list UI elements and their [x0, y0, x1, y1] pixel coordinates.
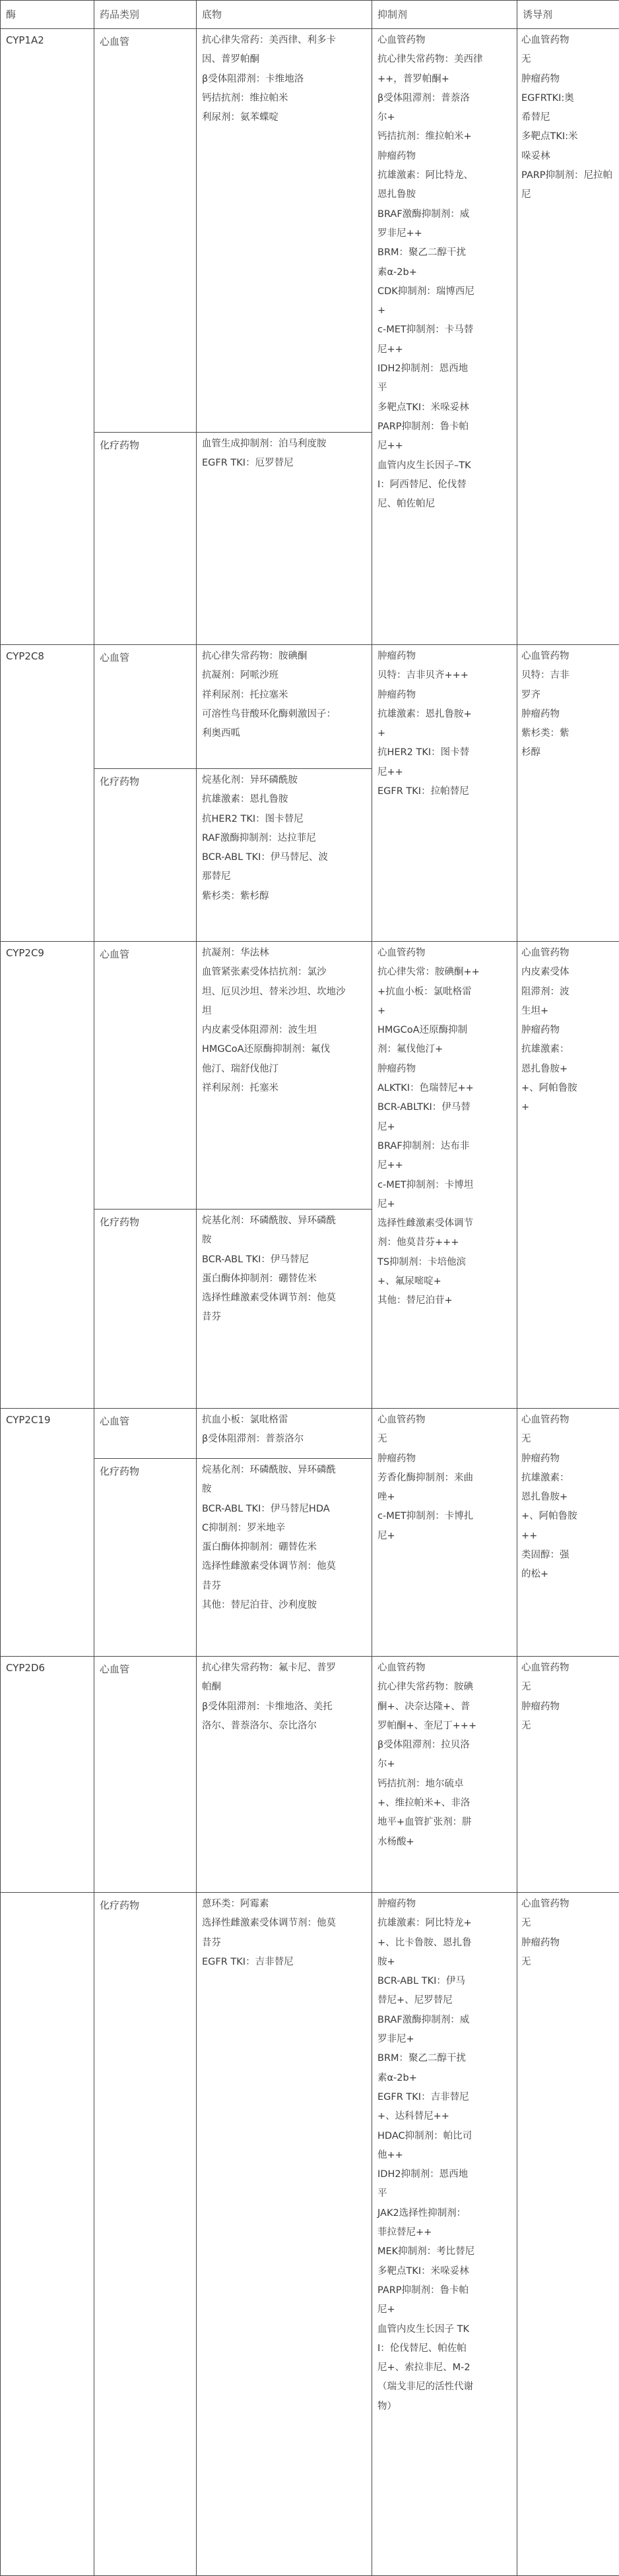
cell-line: 恩扎鲁胺+ [521, 1488, 615, 1507]
cell-line: 抗心律失常药：美西律、利多卡 [202, 31, 366, 50]
cell-line: 尼、帕佐帕尼 [377, 495, 511, 514]
cell-line: 水杨酸+ [377, 1833, 511, 1852]
cell-line: 昔芬 [202, 1934, 366, 1953]
cell-line: EGFRTKI:奥 [521, 89, 615, 108]
header-substrate: 底物 [197, 1, 372, 29]
cell-line: 昔芬 [202, 1308, 366, 1327]
cell-line: 素α-2b+ [377, 263, 511, 282]
category-cell: 化疗药物 [94, 1459, 197, 1657]
cell-line: 肿瘤药物 [377, 147, 511, 166]
cell-line: 抗HER2 TKI：图卡替 [377, 743, 511, 762]
cell-line: 抗心律失常药物：美西律 [377, 50, 511, 69]
cell-line: 尼++ [377, 1156, 511, 1175]
cell-line: BRM：聚乙二醇干扰 [377, 243, 511, 262]
category-cell: 心血管 [94, 942, 197, 1210]
cell-line: 唑+ [377, 1488, 511, 1507]
cell-line: 血管紧张素受体拮抗剂：氯沙 [202, 963, 366, 982]
cell-line: 烷基化剂：环磷酰胺、异环磷酰 [202, 1461, 366, 1480]
cell-line: 肿瘤药物 [521, 705, 615, 724]
cell-line: BRAF激酶抑制剂：威 [377, 205, 511, 224]
cell-line: 那替尼 [202, 867, 366, 886]
cell-line: + [377, 724, 511, 743]
cell-line: 肿瘤药物 [521, 1934, 615, 1953]
inhibitor-cell [372, 29, 517, 645]
cell-line: 尼+ [377, 2300, 511, 2319]
cell-line: 坦、厄贝沙坦、替米沙坦、坎地沙 [202, 983, 366, 1002]
cell-line: 他++ [377, 2146, 511, 2165]
cell-line: C抑制剂：罗米地辛 [202, 1519, 366, 1538]
cell-line: 他汀、瑞舒伐他汀 [202, 1060, 366, 1079]
cell-line: PARP抑制剂：鲁卡帕 [377, 2281, 511, 2300]
cell-line: 抗雄激素：恩扎鲁胺 [202, 790, 366, 809]
cell-line: 肿瘤药物 [521, 1021, 615, 1040]
cell-line: 恩扎鲁胺 [377, 185, 511, 204]
cell-line: 祥利尿剂：托塞米 [202, 1079, 366, 1098]
cell-line: 胺+ [377, 1953, 511, 1972]
category-cell: 化疗药物 [94, 1893, 197, 2576]
inducer-cell [517, 29, 619, 645]
cell-line: 尼++ [377, 763, 511, 782]
cell-line: 心血管药物 [521, 944, 615, 963]
cell-line: BCR-ABL TKI：伊马 [377, 1972, 511, 1991]
inhibitor-cell [372, 1657, 517, 1893]
category-cell: 化疗药物 [94, 769, 197, 942]
cell-line: 尼 [521, 185, 615, 204]
cell-line: 血管内皮生长因子 TK [377, 2320, 511, 2339]
cell-line: 昔芬 [202, 1577, 366, 1596]
cell-line: 替尼+、尼罗替尼 [377, 1991, 511, 2010]
inducer-cell [517, 1657, 619, 1893]
substrate-cell [197, 1210, 372, 1409]
cell-line: 选择性雌激素受体调节剂：他莫 [202, 1914, 366, 1933]
cell-line: +、阿帕鲁胺 [521, 1079, 615, 1098]
cell-line: β受体阻滞剂：普萘洛尔 [202, 1430, 366, 1449]
cell-line: EGFR TKI：厄罗替尼 [202, 454, 366, 473]
cell-line: 抗HER2 TKI：图卡替尼 [202, 810, 366, 829]
cell-line: 罗非尼+ [377, 2030, 511, 2049]
cell-line: 心血管药物 [377, 944, 511, 963]
substrate-cell [197, 1409, 372, 1459]
category-cell: 化疗药物 [94, 1210, 197, 1409]
cell-line: c-MET抑制剂：卡博扎 [377, 1507, 511, 1526]
cell-line: 肿瘤药物 [377, 1450, 511, 1469]
inducer-cell [517, 1409, 619, 1657]
enzyme-cell: CYP2D6 [1, 1657, 94, 1893]
cell-line: + [377, 1002, 511, 1021]
cell-line: 其他：替尼泊苷+ [377, 1291, 511, 1310]
cell-line: 尼+ [377, 1195, 511, 1214]
cell-line: +、阿帕鲁胺 [521, 1507, 615, 1526]
cell-line: 酮+、决奈达隆+、普 [377, 1698, 511, 1717]
header-inducer: 诱导剂 [517, 1, 619, 29]
inhibitor-cell [372, 645, 517, 942]
cell-line: PARP抑制剂：鲁卡帕 [377, 417, 511, 437]
cell-line: 罗齐 [521, 686, 615, 705]
cell-line: c-MET抑制剂：卡马替 [377, 321, 511, 340]
cell-line: 烷基化剂：环磷酰胺、异环磷酰 [202, 1211, 366, 1231]
category-cell: 心血管 [94, 29, 197, 433]
cell-line: ALKTKI：色瑞替尼++ [377, 1079, 511, 1098]
cell-line: 坦 [202, 1002, 366, 1021]
cell-line: 心血管药物 [521, 647, 615, 666]
cell-line: β受体阻滞剂：卡维地洛、美托 [202, 1698, 366, 1717]
table-row [1, 1409, 619, 1459]
cell-line: 血管内皮生长因子–TK [377, 456, 511, 475]
cell-line: 抗心律失常药物：氟卡尼、普罗 [202, 1659, 366, 1678]
cell-line: ++，普罗帕酮+ [377, 70, 511, 89]
cell-line: 利尿剂：氨苯蝶啶 [202, 108, 366, 127]
cell-line: 多靶点TKI：米哚妥林 [377, 398, 511, 417]
cell-line: 钙拮抗剂：维拉帕米+ [377, 127, 511, 146]
cell-line: β受体阻滞剂：普萘洛 [377, 89, 511, 108]
cell-line: 利奥西呱 [202, 724, 366, 743]
category-cell: 心血管 [94, 1409, 197, 1459]
cell-line: 洛尔、普萘洛尔、奈比洛尔 [202, 1717, 366, 1736]
cell-line: 抗凝剂：华法林 [202, 944, 366, 963]
cell-line: 尼++ [377, 437, 511, 456]
cell-line: 尼+ [377, 1118, 511, 1137]
header-drug-category: 药品类别 [94, 1, 197, 29]
cell-line: 抗心律失常药物：胺碘酮 [202, 647, 366, 666]
cell-line: β受体阻滞剂：卡维地洛 [202, 70, 366, 89]
cell-line: 地平+血管扩张剂：肼 [377, 1813, 511, 1832]
cell-line: 抗雄激素：恩扎鲁胺+ [377, 705, 511, 724]
cell-line: 贝特：吉非 [521, 666, 615, 685]
cell-line: EGFR TKI：吉非替尼 [202, 1953, 366, 1972]
cell-line: 心血管药物 [521, 1659, 615, 1678]
cell-line: CDK抑制剂：瑞博西尼 [377, 282, 511, 301]
cell-line: 胺 [202, 1231, 366, 1250]
cell-line: HMGCoA还原酶抑制 [377, 1021, 511, 1040]
cell-line: BRAF激酶抑制剂：威 [377, 2011, 511, 2030]
cell-line: 无 [521, 50, 615, 69]
cell-line: 菲拉替尼++ [377, 2223, 511, 2242]
cell-line: 抗心律失常：胺碘酮++ [377, 963, 511, 982]
cell-line: 类固醇：强 [521, 1546, 615, 1565]
cell-line: 抗血小板：氯吡格雷 [202, 1411, 366, 1430]
substrate-cell [197, 1459, 372, 1657]
cell-line: I：伦伐替尼、帕佐帕 [377, 2339, 511, 2358]
cell-line: 心血管药物 [521, 1895, 615, 1914]
cell-line: 贝特：吉非贝齐+++ [377, 666, 511, 685]
cell-line: 心血管药物 [521, 1411, 615, 1430]
cell-line: ++ [521, 1527, 615, 1546]
category-cell: 心血管 [94, 645, 197, 769]
inhibitor-cell [372, 1409, 517, 1657]
cell-line: c-MET抑制剂：卡博坦 [377, 1176, 511, 1195]
cell-line: 平 [377, 379, 511, 398]
cell-line: 帕酮 [202, 1678, 366, 1697]
cell-line: 内皮素受体阻滞剂：波生坦 [202, 1021, 366, 1040]
cell-line: 烷基化剂：异环磷酰胺 [202, 771, 366, 790]
cell-line: 尔+ [377, 1755, 511, 1774]
cell-line: IDH2抑制剂：恩西地 [377, 359, 511, 379]
cell-line: 祥利尿剂：托拉塞米 [202, 686, 366, 705]
cell-line: 选择性雌激素受体调节剂：他莫 [202, 1289, 366, 1308]
cell-line: 抗心律失常药物：胺碘 [377, 1678, 511, 1697]
cell-line: +、比卡鲁胺、恩扎鲁 [377, 1934, 511, 1953]
cell-line: 蛋白酶体抑制剂：硼替佐米 [202, 1538, 366, 1557]
cell-line: 平 [377, 2184, 511, 2203]
cell-line: 心血管药物 [521, 31, 615, 50]
cell-line: 罗帕酮+、奎尼丁+++ [377, 1717, 511, 1736]
cell-line: TS抑制剂：卡培他滨 [377, 1253, 511, 1272]
cell-line: BCR-ABL TKI：伊马替尼 [202, 1250, 366, 1270]
cell-line: 血管生成抑制剂：泊马利度胺 [202, 435, 366, 454]
cell-line: 无 [521, 1953, 615, 1972]
cell-line: 可溶性鸟苷酸环化酶刺激因子： [202, 705, 366, 724]
cell-line: BRAF抑制剂：达布非 [377, 1137, 511, 1156]
cell-line: 蒽环类：阿霉素 [202, 1895, 366, 1914]
cell-line: 抗雄激素： [521, 1040, 615, 1059]
table-row [1, 942, 619, 1210]
cell-line: +、氟尿嘧啶+ [377, 1272, 511, 1291]
inducer-cell [517, 1893, 619, 2576]
cell-line: 无 [377, 1430, 511, 1449]
cell-line: 尔+ [377, 108, 511, 127]
cell-line: BRM：聚乙二醇干扰 [377, 2049, 511, 2068]
enzyme-cell-empty [1, 1893, 94, 2576]
cell-line: 钙拮抗剂：维拉帕米 [202, 89, 366, 108]
cell-line: RAF激酶抑制剂：达拉菲尼 [202, 829, 366, 848]
cell-line: 尼+、索拉非尼、M-2 [377, 2358, 511, 2377]
cell-line: EGFR TKI：拉帕替尼 [377, 782, 511, 801]
cell-line: 剂：他莫昔芬+++ [377, 1233, 511, 1252]
cell-line: 尼+ [377, 1527, 511, 1546]
cell-line: （瑞戈非尼的活性代谢 [377, 2377, 511, 2397]
cell-line: 无 [521, 1430, 615, 1449]
cell-line: 心血管药物 [377, 1411, 511, 1430]
cell-line: 肿瘤药物 [521, 70, 615, 89]
substrate-cell [197, 1657, 372, 1893]
substrate-cell [197, 942, 372, 1210]
cell-line: 紫杉类：紫 [521, 724, 615, 743]
cell-line: BCR-ABLTKI：伊马替 [377, 1098, 511, 1117]
cell-line: 心血管药物 [377, 1659, 511, 1678]
substrate-cell [197, 1893, 372, 2576]
cell-line: 肿瘤药物 [521, 1450, 615, 1469]
cell-line: HMGCoA还原酶抑制剂：氟伐 [202, 1040, 366, 1059]
cell-line: β受体阻滞剂：拉贝洛 [377, 1736, 511, 1755]
cell-line: 素α-2b+ [377, 2069, 511, 2088]
cell-line: 无 [521, 1678, 615, 1697]
cell-line: 内皮素受体 [521, 963, 615, 982]
cell-line: BCR-ABL TKI：伊马替尼、波 [202, 848, 366, 867]
cell-line: 肿瘤药物 [377, 647, 511, 666]
cell-line: BCR-ABL TKI：伊马替尼HDA [202, 1500, 366, 1519]
cell-line: 心血管药物 [377, 31, 511, 50]
cell-line: 剂：氟伐他汀+ [377, 1040, 511, 1059]
cell-line: 其他：替尼泊苷、沙利度胺 [202, 1596, 366, 1615]
cell-line: 芳香化酶抑制剂：来曲 [377, 1469, 511, 1488]
cell-line: 无 [521, 1717, 615, 1736]
header-enzyme: 酶 [1, 1, 94, 29]
inducer-cell [517, 645, 619, 942]
cell-line: +、达科替尼++ [377, 2107, 511, 2126]
cell-line: 希替尼 [521, 108, 615, 127]
table-row [1, 1657, 619, 1893]
enzyme-cell: CYP1A2 [1, 29, 94, 645]
table-header-row [1, 1, 619, 29]
cell-line: 生坦+ [521, 1002, 615, 1021]
cell-line: 选择性雌激素受体调节剂：他莫 [202, 1557, 366, 1576]
cell-line: + [521, 1098, 615, 1117]
cell-line: 肿瘤药物 [377, 1060, 511, 1079]
cell-line: 肿瘤药物 [521, 1698, 615, 1717]
cell-line: MEK抑制剂：考比替尼 [377, 2242, 511, 2261]
cell-line: 肿瘤药物 [377, 1895, 511, 1914]
inhibitor-cell [372, 1893, 517, 2576]
cell-line: 选择性雌激素受体调节 [377, 1214, 511, 1233]
cell-line: + [377, 301, 511, 321]
cell-line: 尼++ [377, 340, 511, 359]
cell-line: 抗雄激素：阿比特龙、 [377, 166, 511, 185]
cell-line: I：阿西替尼、伦伐替 [377, 475, 511, 495]
cell-line: EGFR TKI：吉非替尼 [377, 2088, 511, 2107]
cell-line: 蛋白酶体抑制剂：硼替佐米 [202, 1270, 366, 1289]
header-inhibitor: 抑制剂 [372, 1, 517, 29]
inducer-cell [517, 942, 619, 1409]
substrate-cell [197, 29, 372, 433]
substrate-cell [197, 769, 372, 942]
cell-line: 抗雄激素： [521, 1469, 615, 1488]
cell-line: 抗雄激素：阿比特龙+ [377, 1914, 511, 1933]
cell-line: 杉醇 [521, 743, 615, 762]
cell-line: 胺 [202, 1480, 366, 1499]
cell-line: 哚妥林 [521, 147, 615, 166]
cell-line: 肿瘤药物 [377, 686, 511, 705]
cell-line: 无 [521, 1914, 615, 1933]
cell-line: 物） [377, 2397, 511, 2416]
cell-line: 恩扎鲁胺+ [521, 1060, 615, 1079]
cell-line: 多靶点TKI：米哚妥林 [377, 2262, 511, 2281]
cell-line: HDAC抑制剂：帕比司 [377, 2127, 511, 2146]
substrate-cell [197, 645, 372, 769]
enzyme-cell: CYP2C19 [1, 1409, 94, 1657]
substrate-cell [197, 433, 372, 645]
enzyme-cell: CYP2C8 [1, 645, 94, 942]
enzyme-cell: CYP2C9 [1, 942, 94, 1409]
cell-line: 抗凝剂：阿哌沙班 [202, 666, 366, 685]
cell-line: 因、普罗帕酮 [202, 50, 366, 69]
cell-line: 多靶点TKI:米 [521, 127, 615, 146]
inhibitor-cell [372, 942, 517, 1409]
cell-line: 阻滞剂：波 [521, 983, 615, 1002]
table-row [1, 29, 619, 433]
cell-line: 的松+ [521, 1565, 615, 1584]
cell-line: JAK2选择性抑制剂： [377, 2204, 511, 2223]
cell-line: +抗血小板：氯吡格雷 [377, 983, 511, 1002]
table-row [1, 1893, 619, 2576]
cell-line: 钙拮抗剂：地尔硫卓 [377, 1775, 511, 1794]
cell-line: 紫杉类：紫杉醇 [202, 887, 366, 906]
cell-line: 罗非尼++ [377, 224, 511, 243]
cell-line: +、维拉帕米+、非洛 [377, 1794, 511, 1813]
cell-line: PARP抑制剂：尼拉帕 [521, 166, 615, 185]
category-cell: 心血管 [94, 1657, 197, 1893]
category-cell: 化疗药物 [94, 433, 197, 645]
table-row [1, 645, 619, 769]
cell-line: IDH2抑制剂：恩西地 [377, 2165, 511, 2184]
